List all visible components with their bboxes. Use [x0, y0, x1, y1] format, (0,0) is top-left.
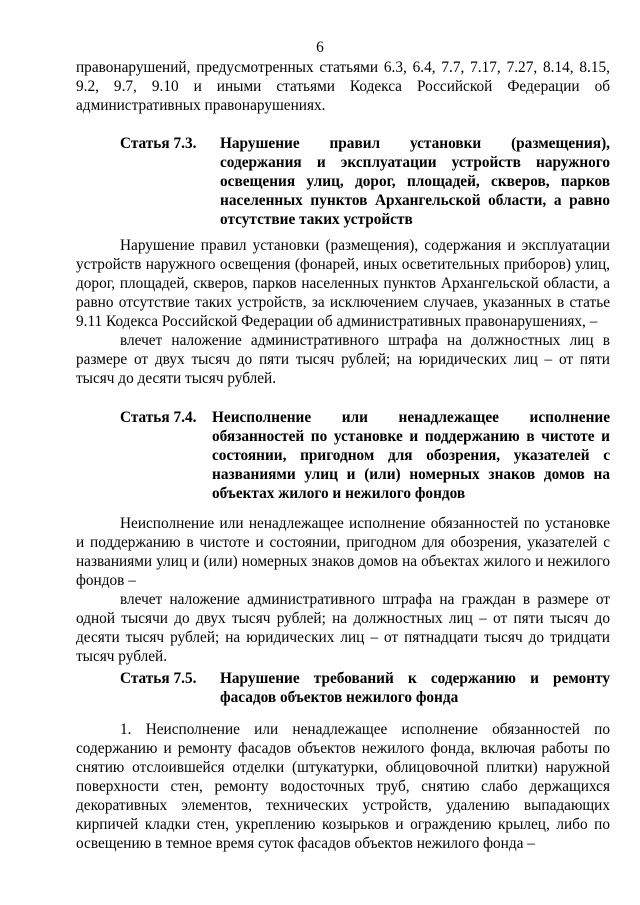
article-7-4-body [76, 514, 610, 666]
article-title: Нарушение правил установки (размещения), содержания и эксплуатации устройств наружного освещения улиц, дорог, площадей, скверов, парков населенных пунктов Архангельской области, а равно отсутствие таких устройств [220, 135, 610, 228]
article-paragraph: 1. Неисполнение или ненадлежащее исполнение обязанностей по содержанию и ремонту фасадов объектов нежилого фонда, включая работы по снятию отслоившейся отделки (штукатурки, облицовочной плитки) наружной поверхности стен, ремонту водосточных труб, снятию слабо держащихся декоративных элементов, технических устройств, удалению выпадающих кирпичей кладки стен, укреплению козырьков и ограждению крылец, либо по освещению в темное время суток фасадов объектов нежилого фонда – [76, 721, 610, 852]
page-number: 6 [316, 39, 324, 56]
article-number: Статья 7.5. [120, 670, 197, 687]
article-paragraph: влечет наложение административного штрафа на должностных лиц в размере от двух тысяч до пяти тысяч рублей; на юридических лиц – от пяти тысяч до десяти тысяч рублей. [76, 332, 610, 387]
article-paragraph: Неисполнение или ненадлежащее исполнение обязанностей по установке и поддержанию в чистоте и состоянии, пригодном для обозрения, указателей с названиями улиц и (или) номерных знаков домов на объектах жилого и нежилого фондов – [76, 515, 610, 589]
intro-paragraph-block [76, 58, 610, 115]
article-title: Неисполнение или ненадлежащее исполнение обязанностей по установке и поддержанию в чистоте и состоянии, пригодном для обозрения, указателей с названиями улиц и (или) номерных знаков домов на объектах жилого и нежилого фондов [212, 409, 610, 502]
article-title: Нарушение требований к содержанию и ремонту фасадов объектов нежилого фонда [220, 670, 610, 706]
intro-paragraph: правонарушений, предусмотренных статьями 6.3, 6.4, 7.7, 7.17, 7.27, 8.14, 8.15, 9.2, 9.7, 9.10 и иными статьями Кодекса Российской Федерации об административных правонарушениях. [76, 59, 610, 114]
article-number: Статья 7.4. [120, 409, 197, 426]
article-7-3-body [76, 236, 610, 388]
article-paragraph: влечет наложение административного штрафа на граждан в размере от одной тысячи до двух тысяч рублей; на должностных лиц – от пяти тысяч до десяти тысяч рублей; на юридических лиц – от пятнадцати тысяч до тридцати тысяч рублей. [76, 591, 610, 665]
article-7-5-body [76, 720, 610, 853]
article-number: Статья 7.3. [120, 135, 197, 152]
article-paragraph: Нарушение правил установки (размещения), содержания и эксплуатации устройств наружного освещения (фонарей, иных осветительных приборов) улиц, дорог, площадей, скверов, парков населенных пунктов Архангельской области, а равно отсутствие таких устройств, за исключением случаев, указанных в статье 9.11 Кодекса Российской Федерации об административных правонарушениях, – [76, 237, 610, 330]
